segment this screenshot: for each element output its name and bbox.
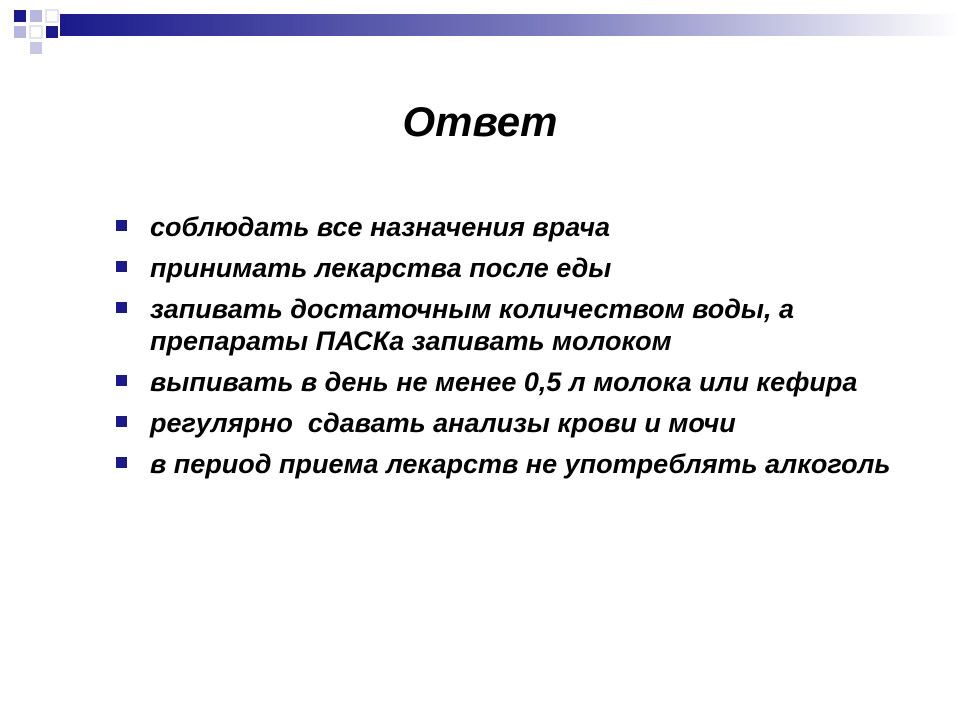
list-item-text: запивать достаточным количеством воды, а препараты ПАСКа запивать молоком: [150, 294, 794, 356]
list-item-text: в период приема лекарств не употреблять алкоголь: [150, 449, 891, 479]
list-item-text: выпивать в день не менее 0,5 л молока или кефира: [150, 367, 858, 397]
bullet-list: [112, 211, 892, 489]
header-decoration: [0, 0, 960, 60]
square-bullet-icon: [116, 416, 127, 427]
list-item: [112, 407, 892, 439]
slide-title: Ответ: [402, 98, 558, 145]
square-bullet-icon: [116, 375, 127, 386]
list-item-text: соблюдать все назначения врача: [150, 212, 610, 242]
square-bullet-icon: [116, 302, 127, 313]
list-item-text: регулярно сдавать анализы крови и мочи: [150, 408, 736, 438]
square-bullet-icon: [116, 457, 127, 468]
list-item: [112, 211, 892, 243]
list-item: [112, 448, 892, 480]
list-item: [112, 252, 892, 284]
list-item-text: принимать лекарства после еды: [150, 253, 612, 283]
square-bullet-icon: [116, 220, 127, 231]
list-item: [112, 366, 892, 398]
list-item: [112, 293, 892, 357]
square-bullet-icon: [116, 261, 127, 272]
